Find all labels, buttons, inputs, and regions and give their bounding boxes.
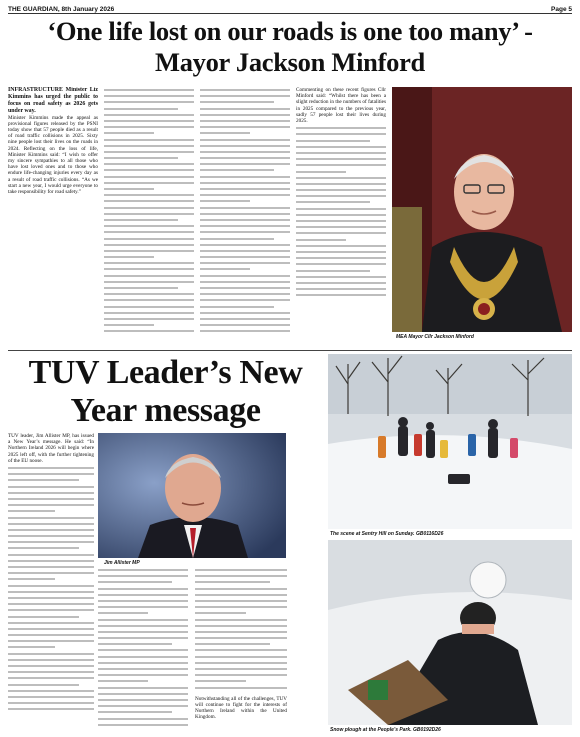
mayor-photo-caption: MEA Mayor Cllr Jackson Minford bbox=[396, 334, 474, 340]
allister-photo bbox=[98, 433, 286, 558]
mayor-headline: ‘One life lost on our roads is one too many’ - Mayor Jackson Minford bbox=[47, 16, 533, 77]
allister-photo-caption: Jim Allister MP bbox=[104, 560, 140, 566]
story1-body-1: Minister Kimmins made the appeal as provisional figures released by the PSNI today show that 57 people died as a result of road traffic collisions in 2025. Sixty nine people lost their lives on the roads in 2024. Reflecting on the loss of life, Minister Kimmins said: “I wish to offer my sincere sympathies to all those who have lost loved ones and to those who endure life-changing injuries every day as a result of road traffic collisions. “As we start a new year, I would urge everyone to take responsibility for road safety.” bbox=[8, 114, 98, 196]
story1-column-3 bbox=[200, 89, 290, 351]
story2-column-1 bbox=[8, 433, 94, 733]
sentry-hill-photo bbox=[328, 354, 572, 529]
sentry-hill-caption: The scene at Sentry Hill on Sunday. GB0116D26 bbox=[330, 531, 444, 537]
mayor-portrait-icon bbox=[392, 87, 572, 332]
story1-body-4: Commenting on these recent figures Cllr Minford said: “Whilst there has been a slight reduction in the numbers of fatalities in 2025 compared to the previous year, sadly 57 people lost their lives during 2025. bbox=[296, 87, 386, 125]
story1-column-4 bbox=[296, 87, 386, 352]
story2-column-3 bbox=[195, 569, 287, 733]
mayor-photo bbox=[392, 87, 572, 332]
masthead bbox=[8, 2, 572, 14]
page-number: Page 5 bbox=[551, 6, 572, 13]
peoples-park-caption: Snow plough at the People’s Park. GB0192D26 bbox=[330, 727, 441, 733]
story2-body-1: TUV leader, Jim Allister MP, has issued a New Year’s message. He said: “In Northern Ireland 2026 will begin where 2025 left off, with the further tightening of the EU noose. bbox=[8, 433, 94, 464]
masthead-title: THE GUARDIAN, 8th January 2026 bbox=[8, 6, 115, 13]
tuv-headline: TUV Leader’s New Year message bbox=[28, 354, 303, 429]
section-divider bbox=[8, 350, 572, 351]
allister-portrait-icon bbox=[98, 433, 286, 558]
story2-body-3: Notwithstanding all of the challenges, TUV will continue to fight for the interests of Northern Ireland within the United Kingdom. bbox=[195, 695, 287, 721]
story2-column-2 bbox=[98, 569, 188, 733]
story1-column-2 bbox=[104, 89, 194, 351]
story1-lead: INFRASTRUCTURE Minister Liz Kimmins has urged the public to focus on road safety as 2026 gets under way. bbox=[8, 87, 98, 114]
story1-column-1 bbox=[8, 87, 98, 352]
peoples-park-photo bbox=[328, 540, 572, 725]
snow-scene-icon bbox=[328, 354, 572, 529]
snow-plough-icon bbox=[328, 540, 572, 725]
